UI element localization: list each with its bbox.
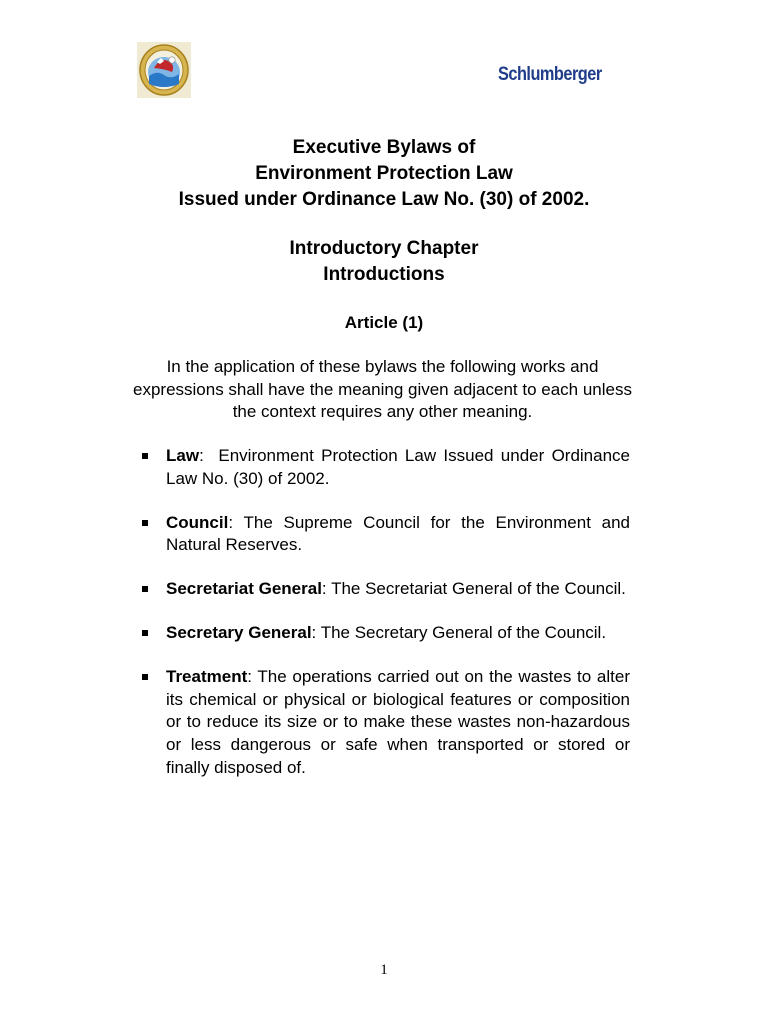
chapter-line-2: Introductions — [323, 264, 445, 285]
definition-text: The Secretary General of the Council. — [320, 622, 607, 642]
definition-separator: : — [228, 512, 244, 532]
definition-term: Council — [166, 512, 229, 532]
bullet-icon — [142, 586, 148, 592]
definition-item — [136, 578, 630, 601]
definition-text: The Supreme Council for the Environment and Natural Reserves. — [166, 512, 631, 555]
bullet-icon — [142, 630, 148, 636]
bullet-icon — [142, 674, 148, 680]
page-number: 1 — [380, 962, 388, 978]
definition-term: Law — [166, 446, 200, 465]
bullet-icon — [142, 520, 148, 526]
definition-item — [136, 445, 630, 491]
definition-separator: : — [247, 666, 258, 686]
chapter-heading — [0, 236, 768, 288]
definition-term: Treatment — [166, 666, 248, 686]
title-line-2: Environment Protection Law — [255, 163, 513, 184]
document-title — [0, 135, 768, 213]
definition-text: The Secretariat General of the Council. — [331, 579, 626, 599]
title-line-1: Executive Bylaws of — [292, 137, 476, 158]
definition-separator: : — [321, 579, 332, 599]
definition-term: Secretary General — [166, 622, 312, 642]
definition-item — [136, 622, 630, 645]
definition-term: Secretariat General — [166, 579, 322, 599]
schlumberger-logo: Schlumberger — [498, 64, 602, 85]
emblem-logo — [137, 42, 191, 98]
definition-text: The operations carried out on the wastes to alter its chemical or physical or biological features or composition or to reduce its size or to make these wastes non-hazardous or less dangerous or safe when transported or stored or finally disposed of. — [166, 666, 630, 777]
chapter-line-1: Introductory Chapter — [289, 238, 479, 259]
definition-separator: : — [311, 622, 321, 642]
definition-item — [136, 512, 630, 558]
article-heading: Article (1) — [344, 313, 424, 332]
title-line-3: Issued under Ordinance Law No. (30) of 2002. — [178, 189, 590, 210]
definitions-list — [136, 445, 630, 801]
definition-text: Environment Protection Law Issued under Ordinance Law No. (30) of 2002. — [166, 446, 630, 488]
definition-separator: : — [199, 446, 219, 465]
definition-item — [136, 666, 630, 780]
intro-paragraph: In the application of these bylaws the following works and expressions shall have the meaning given adjacent to each unless the context requires any other meaning. — [133, 357, 632, 421]
bullet-icon — [142, 453, 148, 459]
